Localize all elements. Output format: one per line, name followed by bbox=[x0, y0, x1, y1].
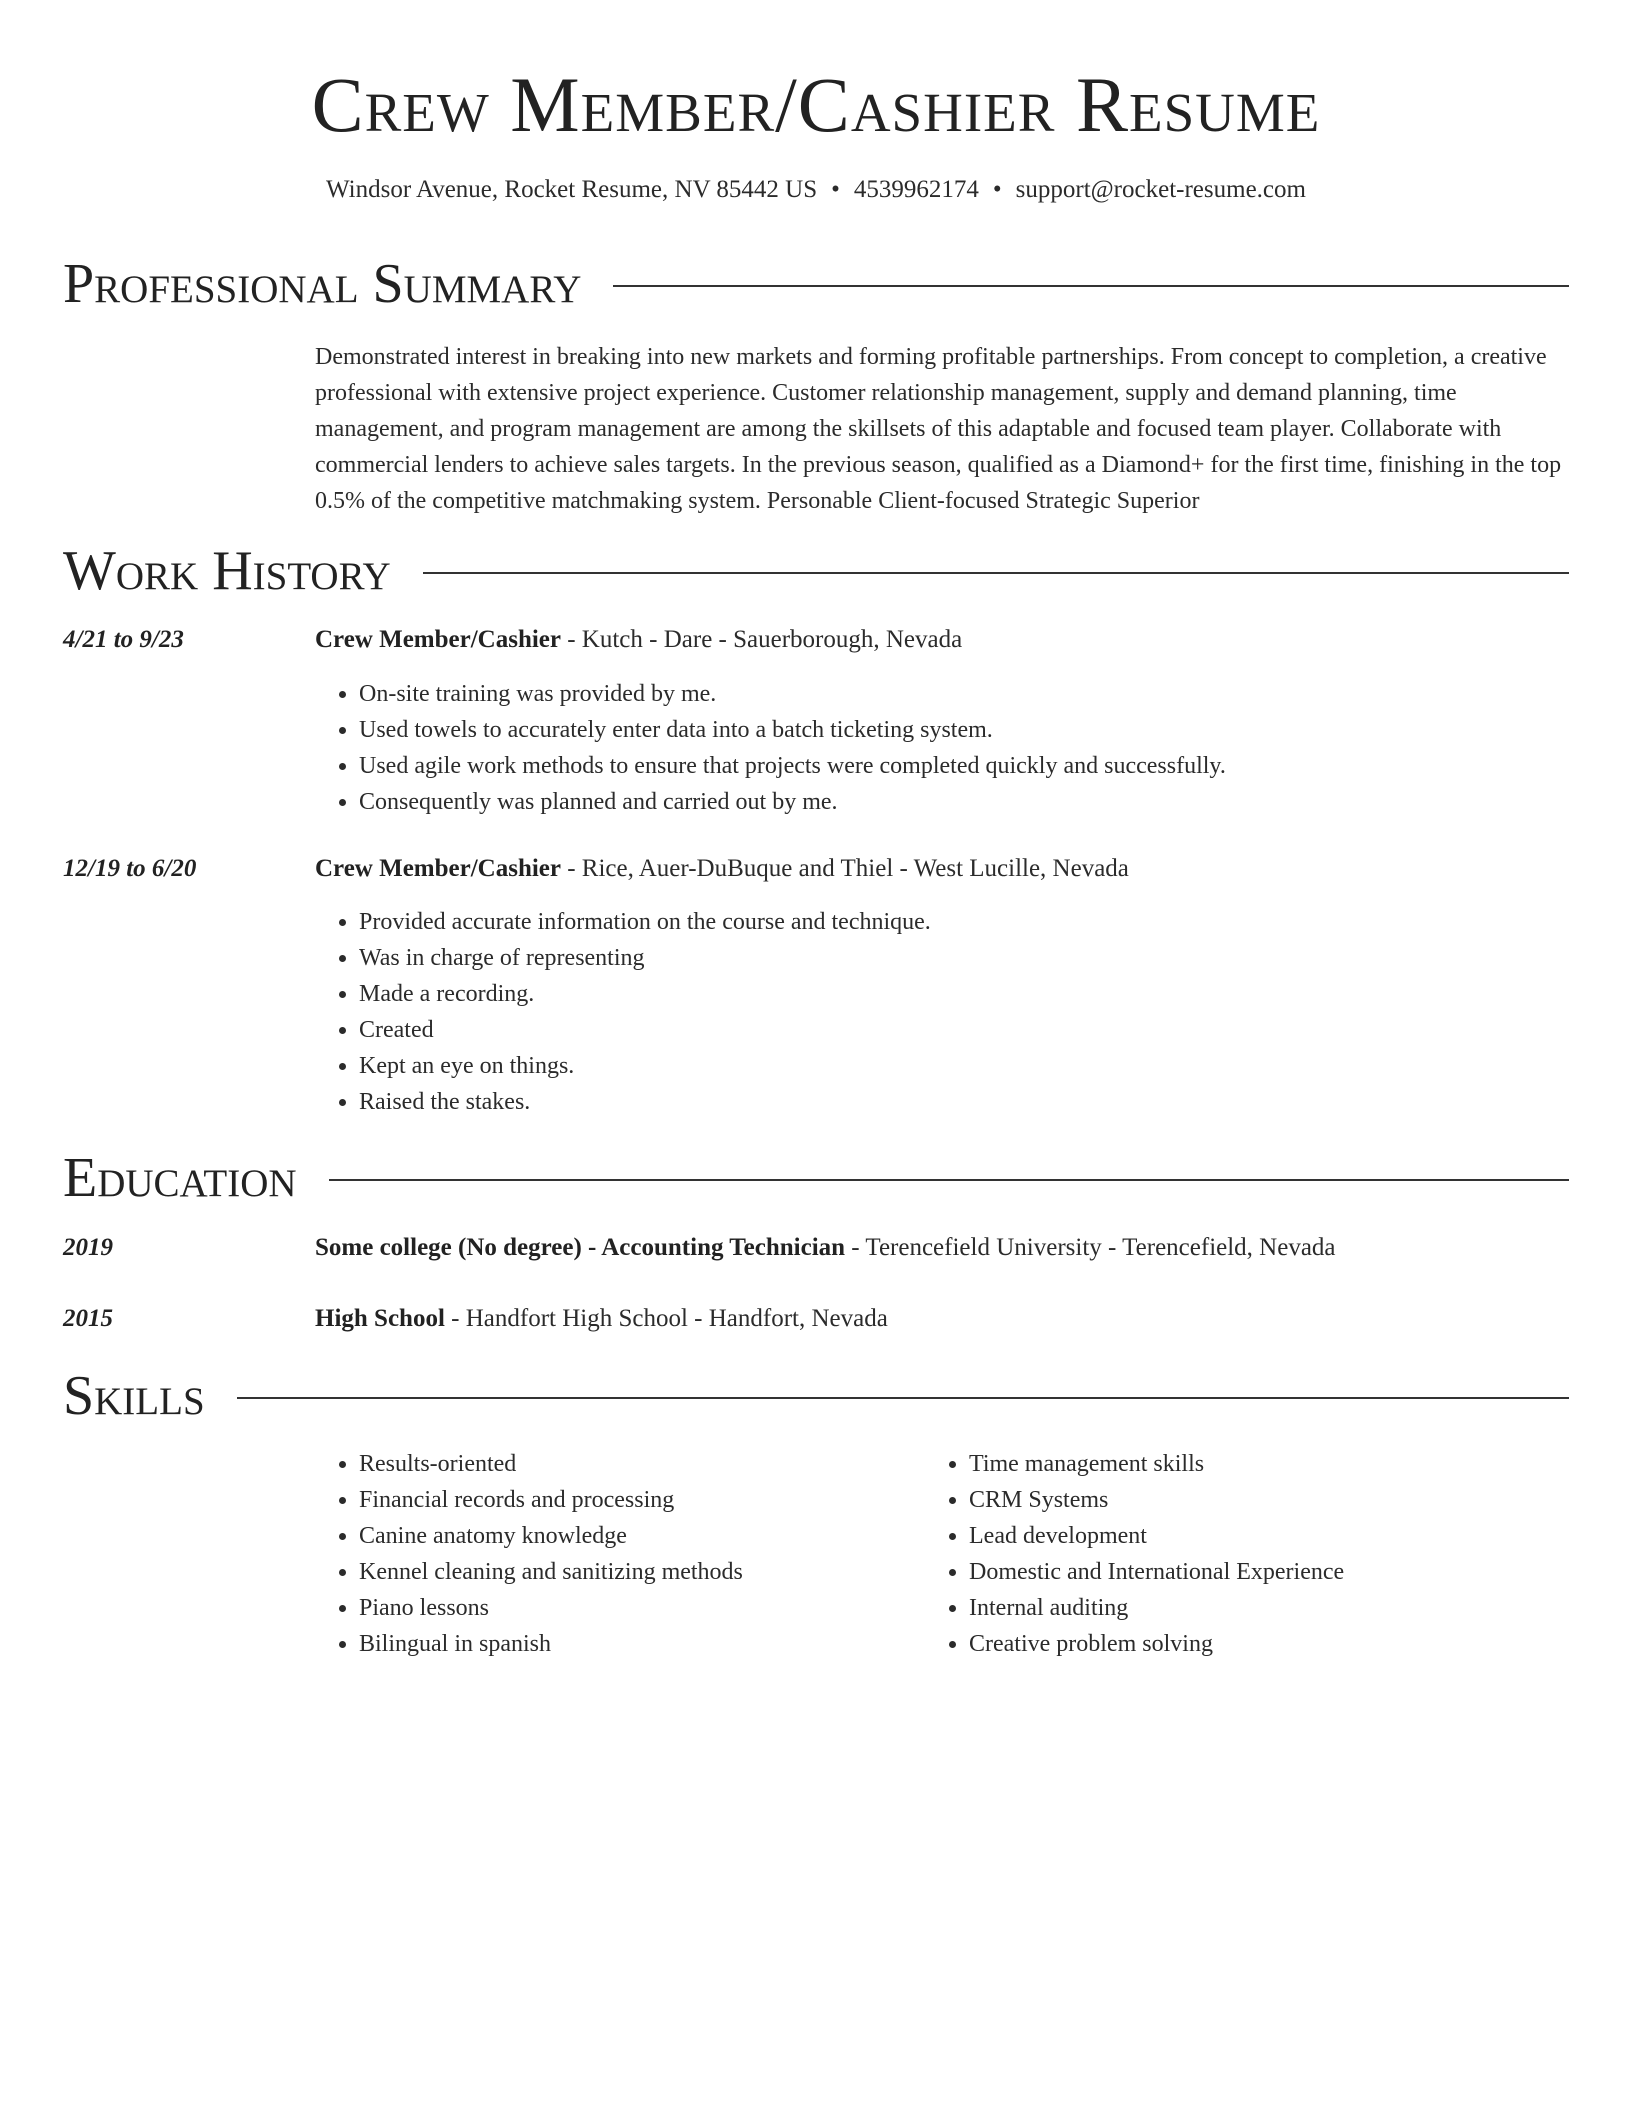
list-item: • Was in charge of representing bbox=[359, 940, 1569, 976]
job-duties bbox=[315, 676, 1569, 820]
job-heading bbox=[315, 852, 1569, 886]
skill-item: • Creative problem solving bbox=[969, 1626, 1569, 1662]
skill-item: • CRM Systems bbox=[969, 1482, 1569, 1518]
job-dates: 12/19 to 6/20 bbox=[63, 855, 197, 882]
job-title: Crew Member/Cashier bbox=[315, 855, 561, 882]
section-heading-work bbox=[63, 539, 1569, 603]
section-divider bbox=[423, 572, 1569, 574]
education-entry bbox=[315, 1231, 1569, 1265]
section-heading-summary bbox=[63, 252, 1569, 316]
contact-line bbox=[0, 174, 1632, 206]
education-entry bbox=[315, 1302, 1569, 1336]
education-details: - Terencefield University - Terencefield, Nevada bbox=[845, 1234, 1336, 1261]
section-heading-label: Skills bbox=[63, 1365, 205, 1427]
list-item: • Used towels to accurately enter data into a batch ticketing system. bbox=[359, 712, 1569, 748]
job-duties bbox=[315, 904, 1569, 1120]
contact-phone: 4539962174 bbox=[853, 176, 979, 203]
education-degree: Some college (No degree) - Accounting Technician bbox=[315, 1234, 846, 1261]
contact-separator: • bbox=[992, 176, 1002, 203]
education-year: 2019 bbox=[63, 1234, 113, 1261]
section-heading-education bbox=[63, 1146, 1569, 1210]
section-heading-label: Education bbox=[63, 1147, 297, 1209]
skill-item: • Bilingual in spanish bbox=[359, 1626, 925, 1662]
section-divider bbox=[237, 1397, 1569, 1399]
section-heading-label: Work History bbox=[63, 540, 391, 602]
section-heading-skills bbox=[63, 1364, 1569, 1428]
skill-item: • Domestic and International Experience bbox=[969, 1554, 1569, 1590]
skill-item: • Financial records and processing bbox=[359, 1482, 925, 1518]
list-item: • Kept an eye on things. bbox=[359, 1048, 1569, 1084]
education-year: 2015 bbox=[63, 1305, 113, 1332]
contact-email: support@rocket-resume.com bbox=[1015, 176, 1306, 203]
job-title: Crew Member/Cashier bbox=[315, 626, 561, 653]
skill-item: • Results-oriented bbox=[359, 1446, 925, 1482]
skill-item: • Lead development bbox=[969, 1518, 1569, 1554]
list-item: • Used agile work methods to ensure that projects were completed quickly and successfully. bbox=[359, 748, 1569, 784]
skill-item: • Canine anatomy knowledge bbox=[359, 1518, 925, 1554]
job-details: - Rice, Auer-DuBuque and Thiel - West Lucille, Nevada bbox=[560, 855, 1129, 882]
list-item: • Provided accurate information on the course and technique. bbox=[359, 904, 1569, 940]
list-item: • Raised the stakes. bbox=[359, 1084, 1569, 1120]
skill-item: • Piano lessons bbox=[359, 1590, 925, 1626]
job-heading bbox=[315, 623, 1569, 657]
resume-title: Crew Member/Cashier Resume bbox=[311, 61, 1321, 148]
list-item: • Made a recording. bbox=[359, 976, 1569, 1012]
summary-text: Demonstrated interest in breaking into new markets and forming profitable partnerships. From concept to completion, a creative professional with extensive project experience. Customer relationship management, supply and demand planning, time management, and program management are among the skillsets of this adaptable and focused team player. Collaborate with commercial lenders to achieve sales targets. In the previous season, qualified as a Diamond+ for the first time, finishing in the top 0.5% of the competitive matchmaking system. Personable Client-focused Strategic Superior bbox=[315, 344, 1562, 514]
education-details: - Handfort High School - Handfort, Nevada bbox=[444, 1305, 888, 1332]
list-item: • Created bbox=[359, 1012, 1569, 1048]
education-degree: High School bbox=[315, 1305, 445, 1332]
job-details: - Kutch - Dare - Sauerborough, Nevada bbox=[560, 626, 963, 653]
skill-item: • Time management skills bbox=[969, 1446, 1569, 1482]
section-divider bbox=[613, 285, 1569, 287]
skill-item: • Kennel cleaning and sanitizing methods bbox=[359, 1554, 925, 1590]
skills-list-left bbox=[315, 1446, 925, 1662]
skill-item: • Internal auditing bbox=[969, 1590, 1569, 1626]
section-heading-label: Professional Summary bbox=[63, 253, 582, 315]
job-dates: 4/21 to 9/23 bbox=[63, 626, 184, 653]
section-divider bbox=[329, 1179, 1569, 1181]
skills-list-right bbox=[925, 1446, 1569, 1662]
contact-separator: • bbox=[831, 176, 840, 203]
list-item: • On-site training was provided by me. bbox=[359, 676, 1569, 712]
list-item: • Consequently was planned and carried out by me. bbox=[359, 784, 1569, 820]
contact-address: Windsor Avenue, Rocket Resume, NV 85442 US bbox=[326, 176, 818, 203]
